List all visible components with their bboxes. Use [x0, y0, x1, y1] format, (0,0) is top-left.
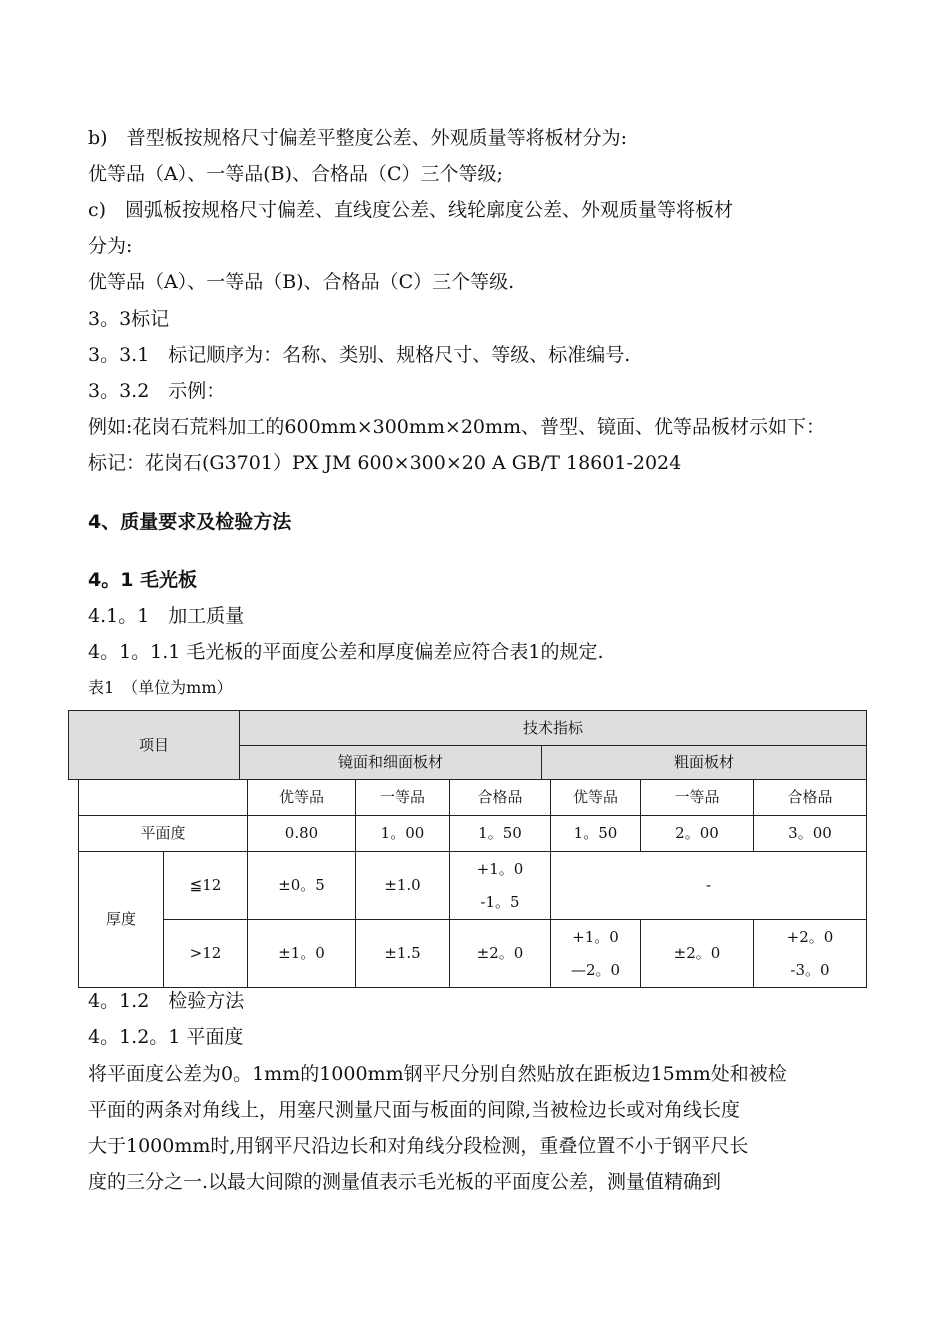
heading-4: 4、质量要求及检验方法 — [88, 511, 292, 533]
thickness-rough-dash: - — [550, 851, 867, 920]
table-caption: 表1 （单位为mm） — [88, 678, 233, 697]
header-mirror: 镜面和细面板材 — [239, 745, 542, 780]
section-3-3: 3。3标记 — [88, 308, 170, 330]
flatness-value: 1。50 — [449, 815, 551, 852]
para-c-line2: 分为: — [88, 235, 133, 257]
grade-1: 优等品 — [247, 779, 356, 816]
header-item: 项目 — [68, 710, 240, 780]
flatness-label: 平面度 — [78, 815, 248, 852]
marking-line: 标记：花岗石(G3701）PX JM 600×300×20 A GB/T 18601-2024 — [88, 452, 682, 474]
body-line: 平面的两条对角线上，用塞尺测量尺面与板面的间隙,当被检边长或对角线长度 — [88, 1099, 741, 1121]
header-rough: 粗面板材 — [541, 745, 867, 780]
thickness-lower: -1。5 — [480, 892, 520, 911]
flatness-value: 1。50 — [550, 815, 641, 852]
thickness-upper: +2。0 — [786, 927, 834, 946]
thickness-value: ±2。0 — [640, 919, 754, 988]
section-3-3-1: 3。3.1 标记顺序为：名称、类别、规格尺寸、等级、标准编号. — [88, 344, 631, 366]
flatness-value: 1。00 — [355, 815, 450, 852]
header-tech: 技术指标 — [239, 710, 867, 746]
thickness-label: 厚度 — [78, 851, 164, 988]
thickness-lower: —2。0 — [570, 960, 621, 979]
section-4-1-2-1: 4。1.2。1 平面度 — [88, 1026, 244, 1048]
grade-5: 一等品 — [640, 779, 754, 816]
flatness-value: 2。00 — [640, 815, 754, 852]
thickness-lower: -3。0 — [790, 960, 830, 979]
thickness-value-pair — [449, 851, 551, 920]
thickness-value: ±1.5 — [355, 919, 450, 988]
body-line: 度的三分之一.以最大间隙的测量值表示毛光板的平面度公差，测量值精确到 — [88, 1171, 722, 1193]
thickness-value: ±1.0 — [355, 851, 450, 920]
grade-row-blank — [78, 779, 248, 816]
grade-3: 合格品 — [449, 779, 551, 816]
para-c-line3: 优等品（A）、一等品（B)、合格品（C）三个等级. — [88, 271, 515, 293]
thickness-le12-label: ≦12 — [163, 851, 248, 920]
body-line: 将平面度公差为0。1mm的1000mm钢平尺分别自然贴放在距板边15mm处和被检 — [88, 1063, 787, 1085]
body-line: 大于1000mm时,用钢平尺沿边长和对角线分段检测，重叠位置不小于钢平尺长 — [88, 1135, 749, 1157]
section-4-1-1: 4.1。1 加工质量 — [88, 605, 245, 627]
heading-4-1: 4。1 毛光板 — [88, 569, 198, 591]
thickness-value: ±2。0 — [449, 919, 551, 988]
para-c-line1: c) 圆弧板按规格尺寸偏差、直线度公差、线轮廓度公差、外观质量等将板材 — [88, 199, 734, 221]
para-b-line1: b) 普型板按规格尺寸偏差平整度公差、外观质量等将板材分为: — [88, 127, 627, 149]
grade-6: 合格品 — [753, 779, 867, 816]
section-3-3-2: 3。3.2 示例： — [88, 380, 226, 402]
para-b-line2: 优等品（A）、一等品(B)、合格品（C）三个等级; — [88, 163, 503, 185]
thickness-value-pair — [753, 919, 867, 988]
thickness-value-pair — [550, 919, 641, 988]
example-line: 例如:花岗石荒料加工的600mm×300mm×20mm、普型、镜面、优等品板材示如下： — [88, 416, 826, 438]
section-4-1-2: 4。1.2 检验方法 — [88, 990, 245, 1012]
flatness-value: 3。00 — [753, 815, 867, 852]
thickness-upper: +1。0 — [572, 927, 619, 946]
section-4-1-1-1: 4。1。1.1 毛光板的平面度公差和厚度偏差应符合表1的规定. — [88, 641, 604, 663]
grade-4: 优等品 — [550, 779, 641, 816]
flatness-value: 0.80 — [247, 815, 356, 852]
thickness-upper: +1。0 — [476, 859, 524, 878]
thickness-gt12-label: >12 — [163, 919, 248, 988]
thickness-value: ±1。0 — [247, 919, 356, 988]
grade-2: 一等品 — [355, 779, 450, 816]
thickness-value: ±0。5 — [247, 851, 356, 920]
